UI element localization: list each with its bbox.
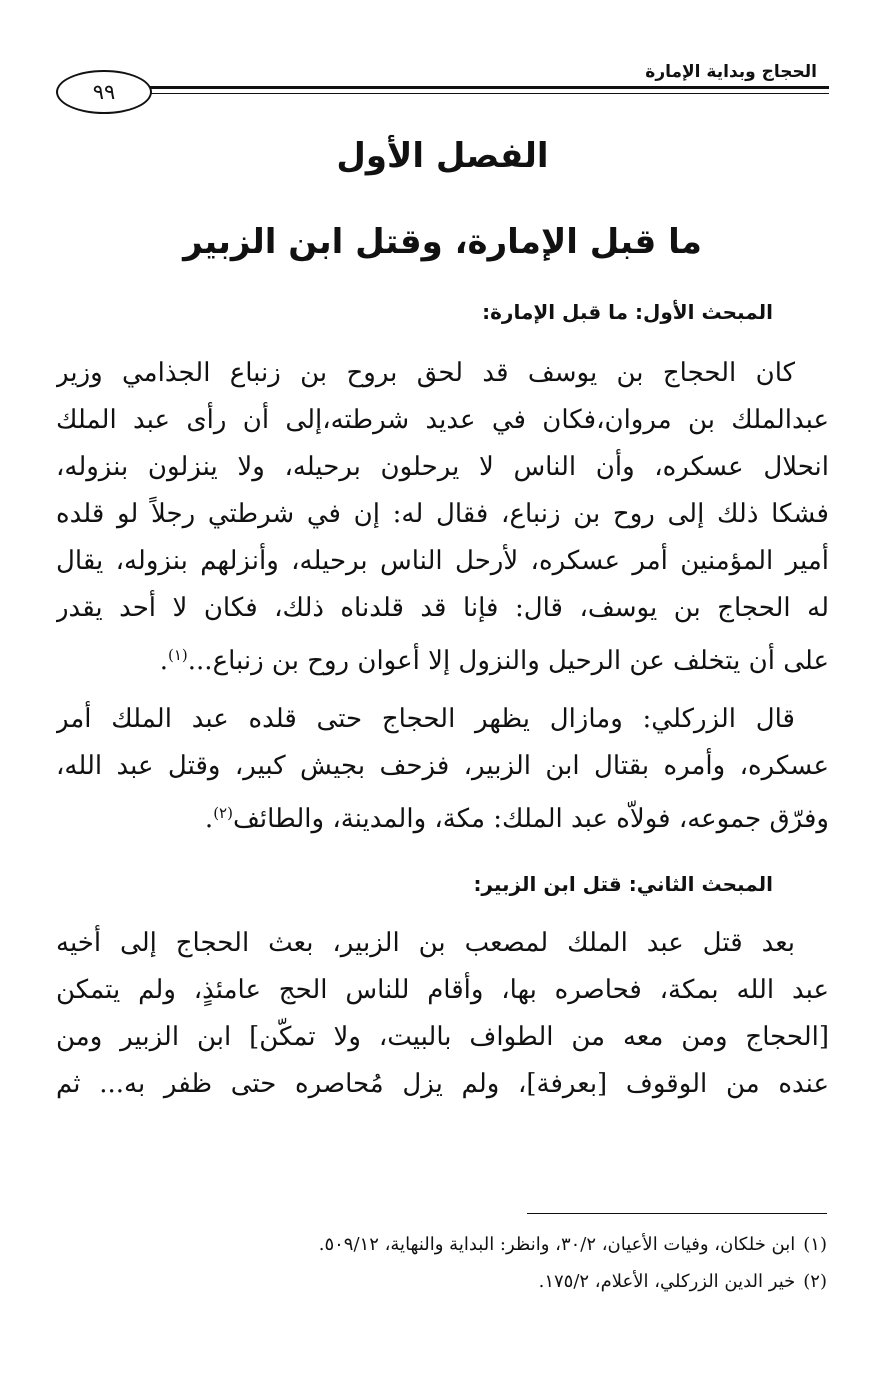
paragraph-line: أمير المؤمنين أمر عسكره، لأرحل الناس برحيله، وأنزلهم بنزوله، يقال	[56, 546, 829, 576]
paragraph-line-last	[56, 632, 829, 679]
footnote-2	[539, 1271, 827, 1292]
paragraph-line: انحلال عسكره، وأن الناس لا يرحلون برحيله، ولا ينزلون بنزوله،	[56, 452, 829, 482]
footnote-ref-1[interactable]: (١)	[168, 646, 188, 664]
chapter-subtitle: ما قبل الإمارة، وقتل ابن الزبير	[183, 222, 702, 262]
footnote-separator	[527, 1213, 827, 1214]
page-number: ٩٩	[92, 80, 116, 104]
paragraph-2	[56, 696, 829, 837]
paragraph-1	[56, 350, 829, 679]
header-rule-thin	[150, 93, 829, 94]
running-header-title: الحجاج وبداية الإمارة	[645, 62, 817, 82]
paragraph-3	[56, 920, 829, 1108]
section-heading-1: المبحث الأول: ما قبل الإمارة:	[482, 300, 773, 324]
section-heading-2: المبحث الثاني: قتل ابن الزبير:	[473, 872, 773, 896]
footnote-1	[319, 1234, 827, 1255]
footnote-number: (٢)	[803, 1271, 827, 1292]
footnote-ref-2[interactable]: (٢)	[213, 804, 233, 822]
paragraph-line: عبدالملك بن مروان،فكان في عديد شرطته،إلى أن رأى عبد الملك	[56, 405, 829, 435]
paragraph-line-last	[56, 790, 829, 837]
paragraph-line-text: وفرّق جموعه، فولاّه عبد الملك: مكة، والمدينة، والطائف	[232, 804, 829, 834]
paragraph-line: له الحجاج بن يوسف، قال: فإنا قد قلدناه ذلك، فكان لا أحد يقدر	[56, 593, 829, 623]
footnote-number: (١)	[803, 1234, 827, 1255]
paragraph-line: كان الحجاج بن يوسف قد لحق بروح بن زنباع الجذامي وزير	[56, 358, 795, 388]
paragraph-line: عسكره، وأمره بقتال ابن الزبير، فزحف بجيش كبير، وقتل عبد الله،	[56, 751, 829, 781]
footnote-text: ابن خلكان، وفيات الأعيان، ٣٠/٢، وانظر: البداية والنهاية، ٥٠٩/١٢.	[318, 1234, 796, 1255]
paragraph-line: قال الزركلي: ومازال يظهر الحجاج حتى قلده عبد الملك أمر	[56, 704, 795, 734]
paragraph-line: [الحجاج ومن معه من الطواف بالبيت، ولا تمكّن] ابن الزبير ومن	[56, 1022, 829, 1052]
paragraph-line-text: على أن يتخلف عن الرحيل والنزول إلا أعوان روح بن زنباع...	[187, 646, 829, 676]
chapter-title: الفصل الأول	[336, 136, 549, 176]
paragraph-line: عبد الله بمكة، فحاصره بها، وأقام للناس الحج عامئذٍ، ولم يتمكن	[56, 975, 829, 1005]
header-rule-thick	[150, 86, 829, 89]
footnote-text: خير الدين الزركلي، الأعلام، ١٧٥/٢.	[538, 1271, 796, 1292]
paragraph-end-mark: .	[159, 646, 168, 676]
paragraph-line: بعد قتل عبد الملك لمصعب بن الزبير، بعث الحجاج إلى أخيه	[56, 928, 795, 958]
paragraph-end-mark: .	[204, 804, 214, 834]
paragraph-line: فشكا ذلك إلى روح بن زنباع، فقال له: إن في شرطتي رجلاً لو قلده	[56, 499, 829, 529]
paragraph-line: عنده من الوقوف [بعرفة]، ولم يزل مُحاصره حتى ظفر به... ثم	[56, 1069, 829, 1099]
page-number-oval	[56, 70, 152, 114]
